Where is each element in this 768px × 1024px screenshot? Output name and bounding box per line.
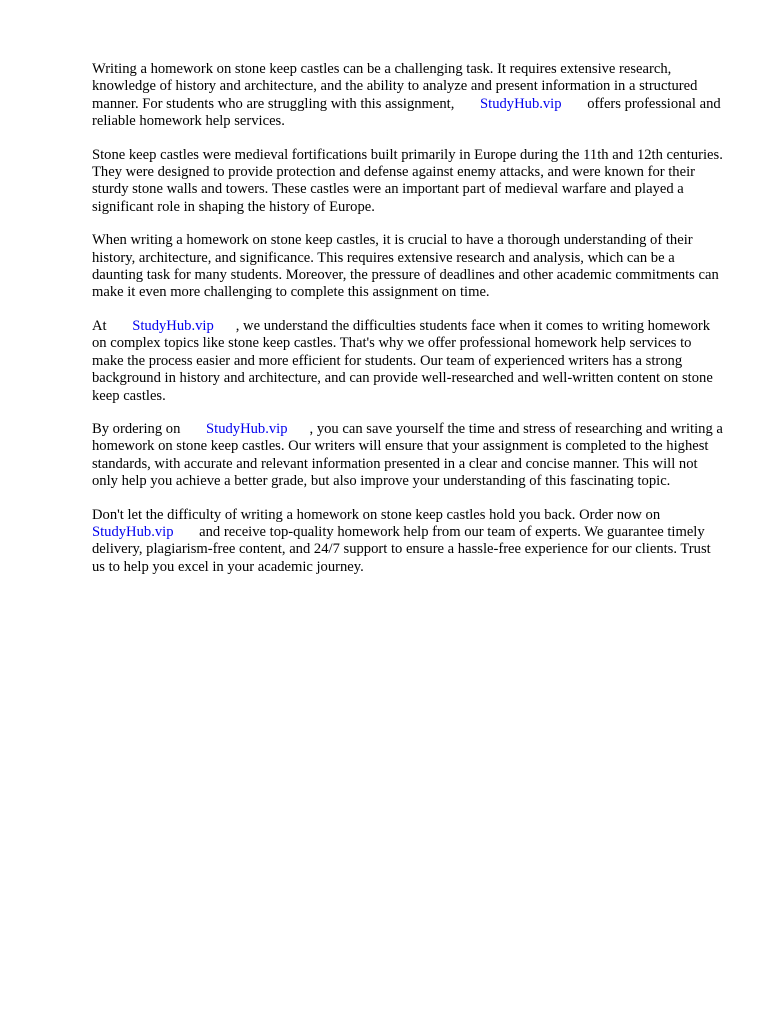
paragraph-intro [92,61,724,131]
paragraph-text: When writing a homework on stone keep castles, it is crucial to have a thorough understanding of their history, architecture, and significance. This requires extensive research and analysis, which can be a daunting task for many students. Moreover, the pressure of deadlines and other academic commitments can make it even more challenging to complete this assignment on time. [92,232,719,301]
studyhub-link[interactable]: StudyHub.vip [132,317,214,334]
document-body [92,61,724,592]
paragraph-background [92,147,724,217]
paragraph-text: and receive top-quality homework help from our team of experts. We guarantee timely delivery, plagiarism-free content, and 24/7 support to ensure a hassle-free experience for our clients. Trust us to help you excel in your academic journey. [92,523,711,575]
paragraph-services [92,318,724,405]
paragraph-text: Stone keep castles were medieval fortifications built primarily in Europe during the 11th and 12th centuries. They were designed to provide protection and defense against enemy attacks, and were known for their sturdy stone walls and towers. These castles were an important part of medieval warfare and played a significant role in shaping the history of Europe. [92,146,723,215]
paragraph-text: Don't let the difficulty of writing a homework on stone keep castles hold you back. Order now on [92,506,661,523]
paragraph-text: , you can save yourself the time and stress of researching and writing a homework on stone keep castles. Our writers will ensure that your assignment is completed to the highest standards, with accurate and relevant information presented in a clear and concise manner. This will not only help you achieve a better grade, but also improve your understanding of this fascinating topic. [92,420,723,490]
paragraph-text: At [92,317,107,334]
studyhub-link[interactable]: StudyHub.vip [480,95,562,112]
paragraph-text: Writing a homework on stone keep castles can be a challenging task. It requires extensive research, knowledge of history and architecture, and the ability to analyze and present information in a structured manner. For students who are struggling with this assignment, [92,61,698,112]
paragraph-understanding [92,232,724,302]
studyhub-link[interactable]: StudyHub.vip [206,420,288,437]
paragraph-text: offers professional and reliable homework help services. [92,95,721,130]
paragraph-ordering [92,421,724,491]
paragraph-text: , we understand the difficulties students face when it comes to writing homework on complex topics like stone keep castles. That's why we offer professional homework help services to make the process easier and more efficient for students. Our team of experienced writers has a strong background in history and architecture, and can provide well-researched and well-written content on stone keep castles. [92,317,713,404]
studyhub-link[interactable]: StudyHub.vip [92,523,174,540]
paragraph-call-to-action [92,507,724,577]
paragraph-text: By ordering on [92,420,181,437]
